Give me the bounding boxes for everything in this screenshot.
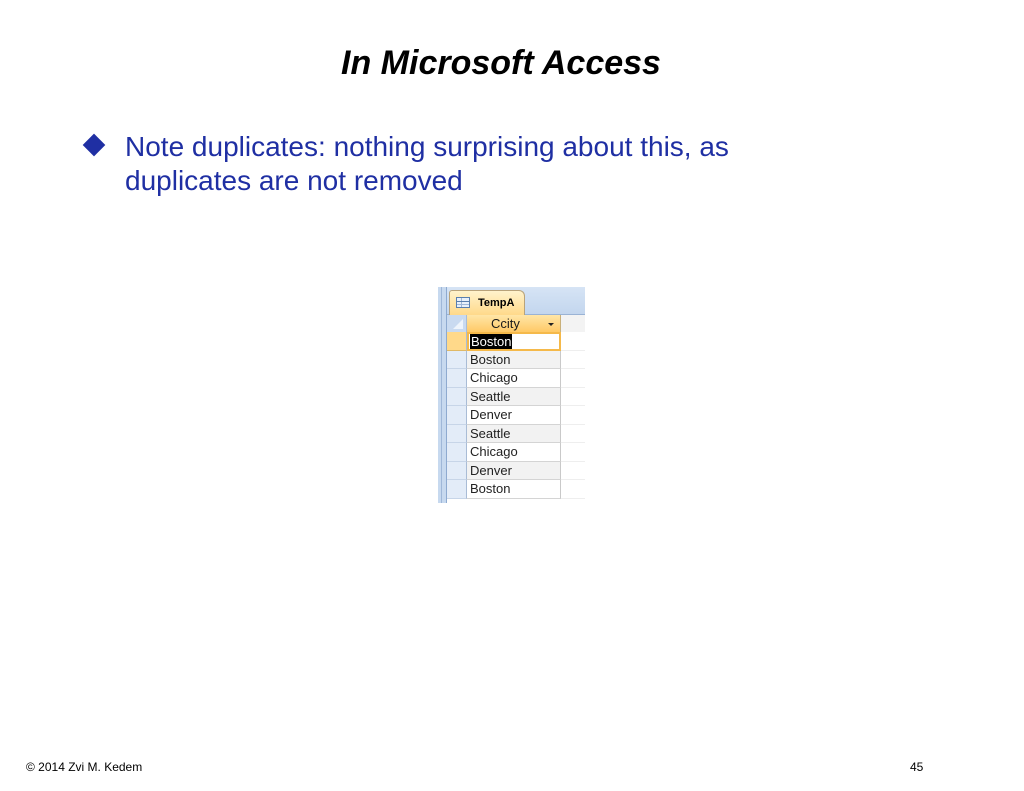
table-row	[447, 425, 585, 444]
row-filler	[561, 462, 585, 481]
table-cell[interactable]	[467, 480, 561, 499]
table-row	[447, 443, 585, 462]
datasheet-grid	[447, 315, 585, 499]
chevron-down-icon[interactable]	[548, 323, 554, 326]
record-selector[interactable]	[447, 351, 467, 370]
table-row	[447, 388, 585, 407]
column-header-ccity[interactable]	[467, 315, 561, 332]
record-selector[interactable]	[447, 406, 467, 425]
column-header-label: Ccity	[491, 316, 520, 331]
header-row	[447, 315, 585, 332]
document-tab-strip	[447, 287, 585, 315]
bullet-text: Note duplicates: nothing surprising about this, as duplicates are not removed	[125, 131, 729, 196]
page-number: 45	[910, 760, 924, 774]
row-filler	[561, 369, 585, 388]
cell-value: Denver	[470, 462, 512, 478]
access-datasheet	[438, 287, 585, 503]
cell-value: Seattle	[470, 425, 511, 441]
row-filler	[561, 425, 585, 444]
table-row	[447, 369, 585, 388]
table-cell[interactable]	[467, 425, 561, 444]
cell-value: Boston	[470, 481, 511, 496]
table-cell[interactable]	[467, 369, 561, 388]
row-filler	[561, 480, 585, 499]
record-selector[interactable]	[447, 425, 467, 444]
table-row	[447, 462, 585, 481]
copyright-notice: © 2014 Zvi M. Kedem	[26, 760, 143, 774]
cell-value: Chicago	[470, 370, 518, 385]
cell-value: Boston	[470, 351, 511, 367]
row-filler	[561, 388, 585, 407]
tab-label: TempA	[478, 297, 515, 309]
table-cell[interactable]	[467, 443, 561, 462]
slide-title: In Microsoft Access	[341, 44, 661, 82]
table-cell[interactable]	[467, 462, 561, 481]
row-filler	[561, 351, 585, 370]
table-cell[interactable]	[467, 332, 561, 351]
tab-tempa[interactable]	[449, 290, 525, 315]
record-selector[interactable]	[447, 443, 467, 462]
row-filler	[561, 406, 585, 425]
table-cell[interactable]	[467, 388, 561, 407]
cell-value: Denver	[470, 407, 512, 422]
record-selector[interactable]	[447, 462, 467, 481]
cell-value: Boston	[471, 334, 512, 349]
table-cell[interactable]	[467, 351, 561, 370]
table-row	[447, 406, 585, 425]
row-filler	[561, 332, 585, 351]
record-selector[interactable]	[447, 480, 467, 499]
cell-value: Seattle	[470, 388, 511, 404]
record-selector[interactable]	[447, 388, 467, 407]
navigation-pane-edge	[438, 287, 447, 503]
record-selector[interactable]	[447, 332, 467, 351]
select-all-button[interactable]	[447, 315, 467, 332]
row-filler	[561, 443, 585, 462]
table-icon	[456, 297, 470, 308]
table-cell[interactable]	[467, 406, 561, 425]
table-row	[447, 480, 585, 499]
table-row	[447, 332, 585, 351]
table-row	[447, 351, 585, 370]
diamond-bullet-icon	[83, 134, 106, 157]
record-selector[interactable]	[447, 369, 467, 388]
cell-value: Chicago	[470, 444, 518, 459]
